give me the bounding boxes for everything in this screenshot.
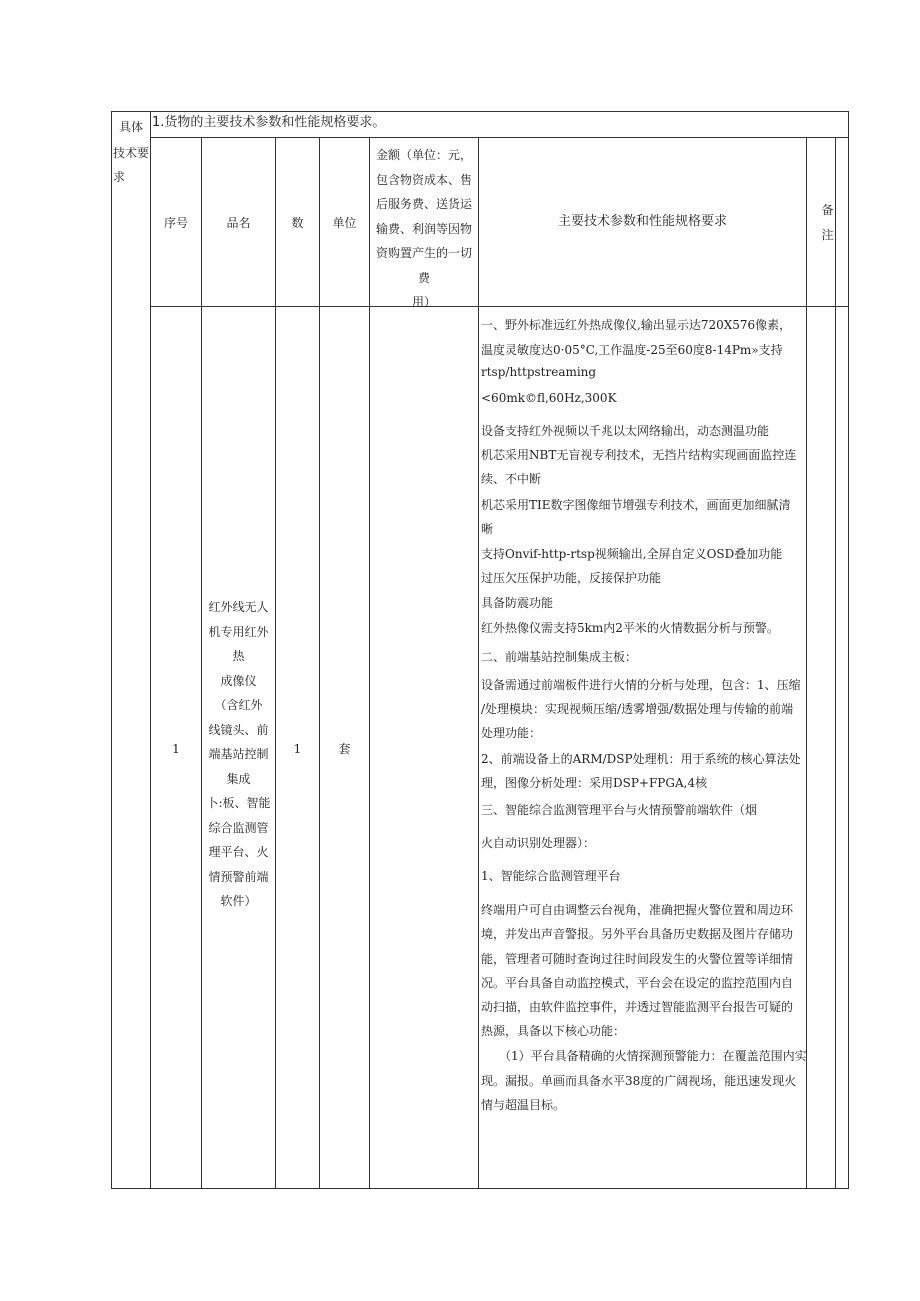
spec-line: 过压欠压保护功能，反接保护功能 [481,571,662,585]
spec-line: 续、不中断 [481,472,542,486]
table-border-left [111,111,112,1189]
header-spec: 主要技术参数和性能规格要求 [557,214,727,229]
header-name: 品名 [226,216,251,230]
header-amount-line: 后服务费、送货运 [375,197,472,211]
table-border-bottom [111,1188,849,1189]
row-name-line: 软件） [220,894,257,908]
header-qty: 数 [291,216,304,230]
col-divider-6 [806,137,807,1189]
header-amount-line: 金额（单位：元， [375,148,472,162]
header-index: 序号 [163,216,188,230]
spec-line: 处理功能： [481,726,542,740]
row-name-line: 成像仪 [220,673,257,688]
header-remark-1: 备 [821,203,834,217]
spec-line: 2、前端设备上的ARM/DSP处理机：用于系统的核心算法处 [481,752,801,766]
header-amount-line: 资购置产生的一切 [375,246,472,260]
spec-line: 红外热像仪需支持5km内2平米的火情数据分析与预警。 [481,621,779,635]
col-divider-2 [275,137,276,1189]
col-divider-3 [319,137,320,1189]
table-border-right [848,111,849,1189]
header-amount-line: 费 [417,270,430,285]
left-header-line-1: 具体 [118,120,143,134]
divider-header-row [150,306,848,307]
row-name [202,595,275,914]
row-name-line: 机专用红外 [208,624,269,639]
row-name-line: 集成 [226,771,251,786]
spec-line: 具备防震功能 [481,596,554,610]
row-name-line: 端基站控制 [208,747,269,761]
row-unit: 套 [338,742,351,756]
spec-line: rtsp/httpstreaming [481,365,597,379]
col-divider-7 [835,137,836,1189]
header-amount [370,143,478,315]
spec-line: 情与超温目标。 [481,1098,566,1112]
row-name-line: 卜:板、智能 [206,796,271,810]
table-border-top [111,111,849,112]
divider-title-row [150,137,848,138]
spec-line: /处理模块：实现视频压缩/透雾增强/数据处理与传输的前端 [481,702,794,716]
spec-line: 动扫描，由软件监控事件，并透过智能监测平台报告可疑的 [481,1000,794,1014]
spec-line: <60mk©fl,60Hz,300K [481,391,617,405]
spec-line: 火自动识别处理器）： [481,836,596,850]
spec-line: 理，图像分析处理：采用DSP+FPGA,4核 [481,776,708,790]
spec-line: 热源，具备以下核心功能： [481,1024,626,1038]
row-name-line: 理平台、火 [208,845,269,859]
header-amount-line: 用） [411,295,436,309]
header-amount-line: 输费、利润等因物 [375,221,472,236]
spec-line: 能，管理者可随时查询过往时间段发生的火警位置等详细情 [481,952,794,966]
row-name-line: 综合监测管 [208,820,269,835]
header-amount-line: 包含物资成本、售 [375,172,472,187]
spec-line: 设备需通过前端板件进行火情的分析与处理，包含：1、压缩 [481,678,801,692]
left-header-line-3: 求 [113,170,126,184]
col-divider-5 [478,137,479,1189]
header-remark-2: 注 [821,228,834,242]
row-name-line: 红外线无人 [208,600,269,614]
spec-line: 1、智能综合监测管理平台 [481,869,621,883]
spec-line: 况。平台具备自动监控模式，平台会在设定的监控范围内自 [481,976,794,990]
spec-line: 一、野外标准远红外热成像仪,输出显示达720X576像素， [481,318,792,332]
spec-line: 晰 [481,522,494,536]
row-name-line: 热 [232,649,245,663]
spec-line: 机芯采用NBT无盲视专利技术，无挡片结构实现画面监控连 [481,448,797,462]
spec-line: 二、前端基站控制集成主板： [481,650,638,664]
spec-line: 温度灵敏度达0·05°C,工作温度-25至60度8-14Pm»支持 [481,343,783,357]
spec-line: 境，并发出声音警报。另外平台具备历史数据及图片存储功 [481,927,794,941]
spec-line: （1）平台具备精确的火情探测预警能力：在覆盖范围内实 [499,1049,807,1063]
spec-line: 机芯采用TIE数字图像细节增强专利技术，画面更加细腻清 [481,498,791,512]
section-title: 1.货物的主要技术参数和性能规格要求。 [152,115,386,130]
divider-left-header [150,111,151,1189]
spec-line: 设备支持红外视频以千兆以太网络输出，动态测温功能 [481,424,770,438]
row-name-line: 情预警前端 [208,869,269,884]
row-qty: 1 [293,742,302,756]
header-unit: 单位 [332,216,357,230]
spec-line: 支持Onvif-http-rtsp视频输出,全屏自定义OSD叠加功能 [481,547,783,561]
row-name-line: 线镜头、前 [208,722,269,737]
row-name-line: （含红外 [214,698,263,712]
spec-line: 终端用户可自由调整云台视角，准确把握火警位置和周边环 [481,903,794,917]
spec-line: 现。漏报。单画而具备水平38度的广阔视场，能迅速发现火 [481,1074,797,1088]
row-index: 1 [172,742,180,756]
spec-line: 三、智能综合监测管理平台与火情预警前端软件（烟 [481,803,758,817]
left-header-line-2: 技术要 [112,146,149,160]
